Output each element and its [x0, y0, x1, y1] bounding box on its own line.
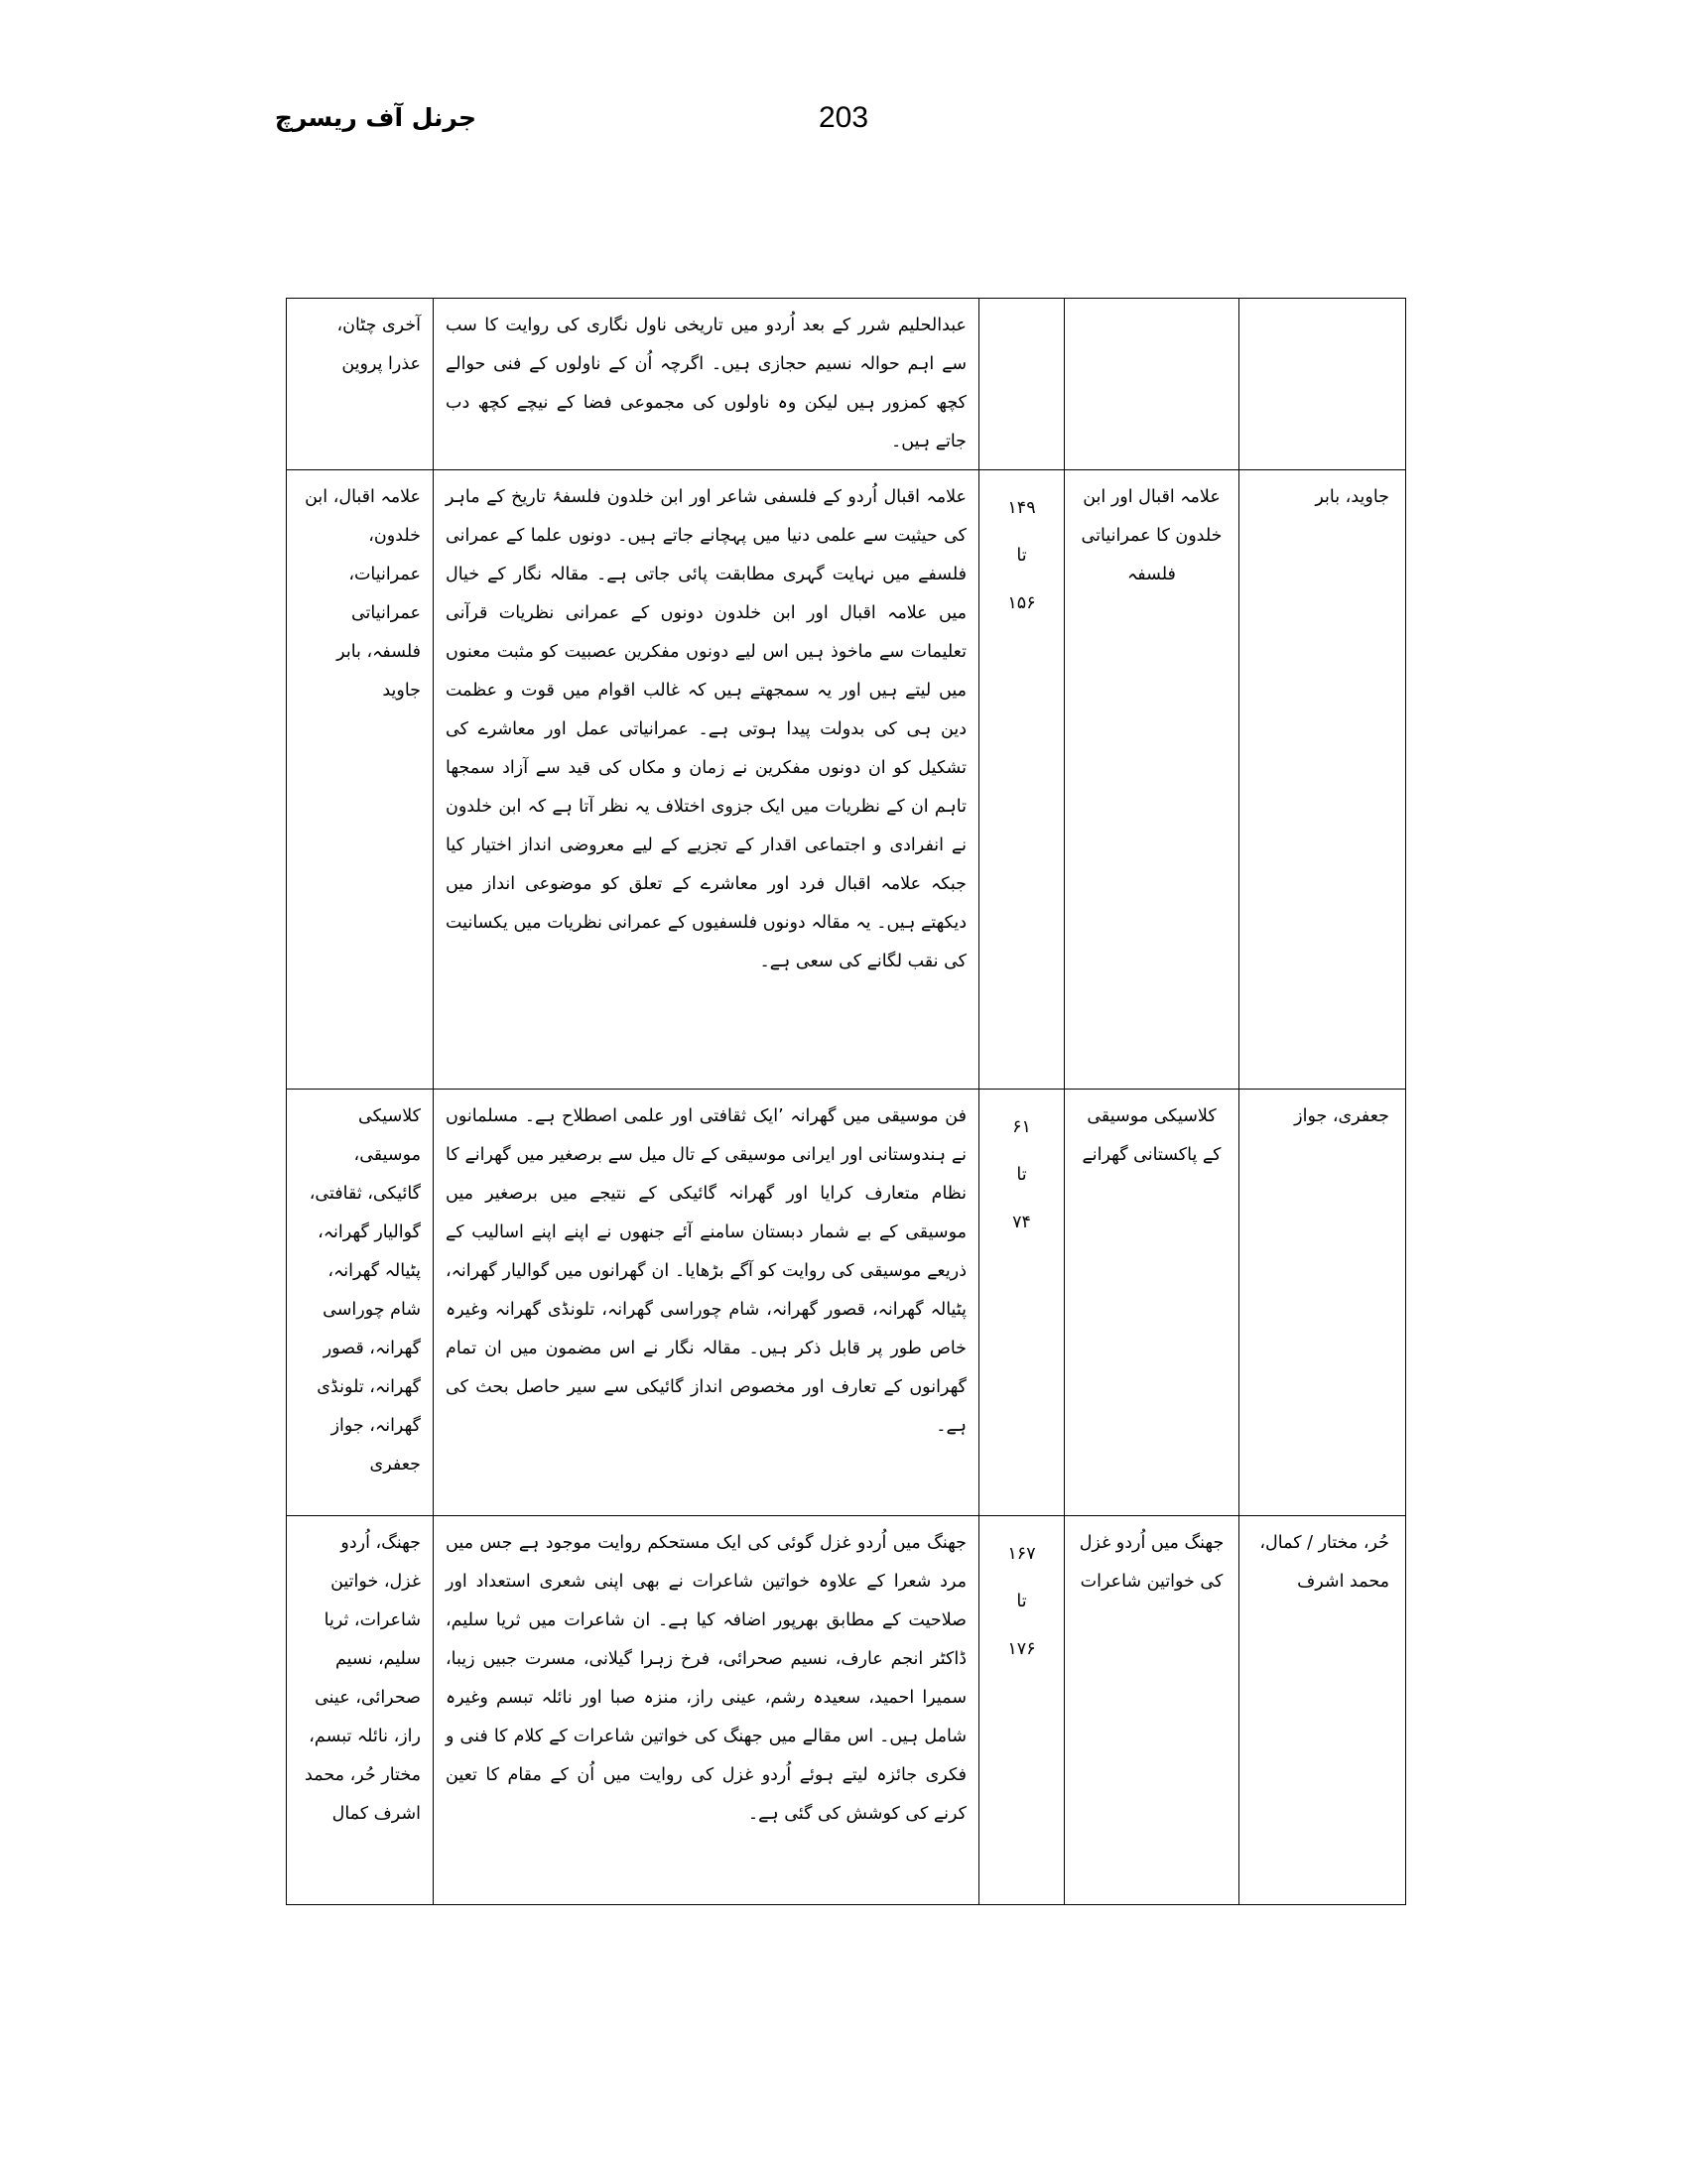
keywords-cell: کلاسیکی موسیقی، گائیکی، ثقافتی، گوالیار گھرانہ، پٹیالہ گھرانہ، شام چوراسی گھرانہ، قصور گھرانہ، تلونڈی گھرانہ، جواز جعفری — [287, 1090, 434, 1516]
keywords-cell: جھنگ، اُردو غزل، خواتین شاعرات، ثریا سلیم، نسیم صحرائی، عینی راز، نائلہ تبسم، مختار حُر، محمد اشرف کمال — [287, 1516, 434, 1905]
page-range-word: تا — [1016, 1592, 1027, 1611]
abstract-table — [286, 298, 1406, 1905]
page-start: ۱۴۹ — [1007, 498, 1036, 518]
pages-cell — [979, 470, 1065, 1090]
journal-title: جرنل آف ریسرچ — [274, 103, 476, 132]
keywords-cell: علامہ اقبال، ابن خلدون، عمرانیات، عمرانیاتی فلسفہ، بابر جاوید — [287, 470, 434, 1090]
page-start: ۱۶۷ — [1007, 1544, 1036, 1564]
table-row — [287, 1516, 1406, 1905]
page-start: ۶۱ — [1012, 1117, 1031, 1137]
summary-cell: عبدالحلیم شرر کے بعد اُردو میں تاریخی ناول نگاری کی روایت کا سب سے اہم حوالہ نسیم حجازی ہیں۔ اگرچہ اُن کے ناولوں کے فنی حوالے کچھ کمزور ہیں لیکن وہ ناولوں کی مجموعی فضا کے نیچے کچھ دب جاتے ہیں۔ — [434, 299, 979, 470]
pages-cell — [979, 1090, 1065, 1516]
page-number: 203 — [818, 101, 869, 134]
table-row — [287, 470, 1406, 1090]
author-cell — [1239, 299, 1406, 470]
summary-cell: علامہ اقبال اُردو کے فلسفی شاعر اور ابن خلدون فلسفۂ تاریخ کے ماہر کی حیثیت سے علمی دنیا میں پہچانے جاتے ہیں۔ دونوں علما کے عمرانی فلسفے میں نہایت گہری مطابقت پائی جاتی ہے۔ مقالہ نگار کے خیال میں علامہ اقبال اور ابن خلدون دونوں کے عمرانی نظریات قرآنی تعلیمات سے ماخوذ ہیں اس لیے دونوں مفکرین عصبیت کو مثبت معنوں میں لیتے ہیں اور یہ سمجھتے ہیں کہ غالب اقوام میں قوت و عظمت دین ہی کی بدولت پیدا ہوتی ہے۔ عمرانیاتی عمل اور معاشرے کی تشکیل کو ان دونوں مفکرین نے زمان و مکاں کی قید سے آزاد سمجھا تاہم ان کے نظریات میں ایک جزوی اختلاف یہ نظر آتا ہے کہ ابن خلدون نے انفرادی و اجتماعی اقدار کے تجزیے کے لیے معروضی انداز اختیار کیا جبکہ علامہ اقبال فرد اور معاشرے کے تعلق کو موضوعی انداز میں دیکھتے ہیں۔ یہ مقالہ دونوں فلسفیوں کے عمرانی نظریات میں یکسانیت کی نقب لگانے کی سعی ہے۔ — [434, 470, 979, 1090]
title-cell — [1065, 299, 1239, 470]
author-cell: حُر، مختار / کمال، محمد اشرف — [1239, 1516, 1406, 1905]
title-cell: کلاسیکی موسیقی کے پاکستانی گھرانے — [1065, 1090, 1239, 1516]
table-row — [287, 299, 1406, 470]
pages-cell — [979, 299, 1065, 470]
author-cell: جعفری، جواز — [1239, 1090, 1406, 1516]
page-range-word: تا — [1016, 1165, 1027, 1185]
summary-cell: فن موسیقی میں گھرانہ ’ایک ثقافتی اور علمی اصطلاح ہے۔ مسلمانوں نے ہندوستانی اور ایرانی موسیقی کے تال میل سے برصغیر میں گھرانے کا نظام متعارف کرایا اور گھرانہ گائیکی کے نتیجے میں برصغیر میں موسیقی کے بے شمار دبستان سامنے آئے جنھوں نے اپنے اپنے اسالیب کے ذریعے موسیقی کی روایت کو آگے بڑھایا۔ ان گھرانوں میں گوالیار گھرانہ، پٹیالہ گھرانہ، قصور گھرانہ، شام چوراسی گھرانہ، تلونڈی گھرانہ وغیرہ خاص طور پر قابل ذکر ہیں۔ مقالہ نگار نے اس مضمون میں ان تمام گھرانوں کے تعارف اور مخصوص انداز گائیکی سے سیر حاصل بحث کی ہے۔ — [434, 1090, 979, 1516]
page-end: ۷۴ — [1012, 1213, 1031, 1232]
keywords-cell: آخری چٹان، عذرا پروین — [287, 299, 434, 470]
author-cell: جاوید، بابر — [1239, 470, 1406, 1090]
page-end: ۱۷۶ — [1007, 1639, 1036, 1659]
table-row — [287, 1090, 1406, 1516]
summary-cell: جھنگ میں اُردو غزل گوئی کی ایک مستحکم روایت موجود ہے جس میں مرد شعرا کے علاوہ خواتین شاعرات نے بھی اپنی شعری استعداد اور صلاحیت کے مطابق بھرپور اضافہ کیا ہے۔ ان شاعرات میں ثریا سلیم، ڈاکٹر انجم عارف، نسیم صحرائی، فرخ زہرا گیلانی، مسرت جبیں زیبا، سمیرا احمید، سعیدہ رشم، عینی راز، منزہ صبا اور نائلہ تبسم وغیرہ شامل ہیں۔ اس مقالے میں جھنگ کی خواتین شاعرات کے کلام کا فنی و فکری جائزہ لیتے ہوئے اُردو غزل کی روایت میں اُن کے مقام کا تعین کرنے کی کوشش کی گئی ہے۔ — [434, 1516, 979, 1905]
title-cell: جھنگ میں اُردو غزل کی خواتین شاعرات — [1065, 1516, 1239, 1905]
page-range-word: تا — [1016, 546, 1027, 566]
page-end: ۱۵۶ — [1007, 593, 1036, 613]
pages-cell — [979, 1516, 1065, 1905]
title-cell: علامہ اقبال اور ابن خلدون کا عمرانیاتی فلسفہ — [1065, 470, 1239, 1090]
